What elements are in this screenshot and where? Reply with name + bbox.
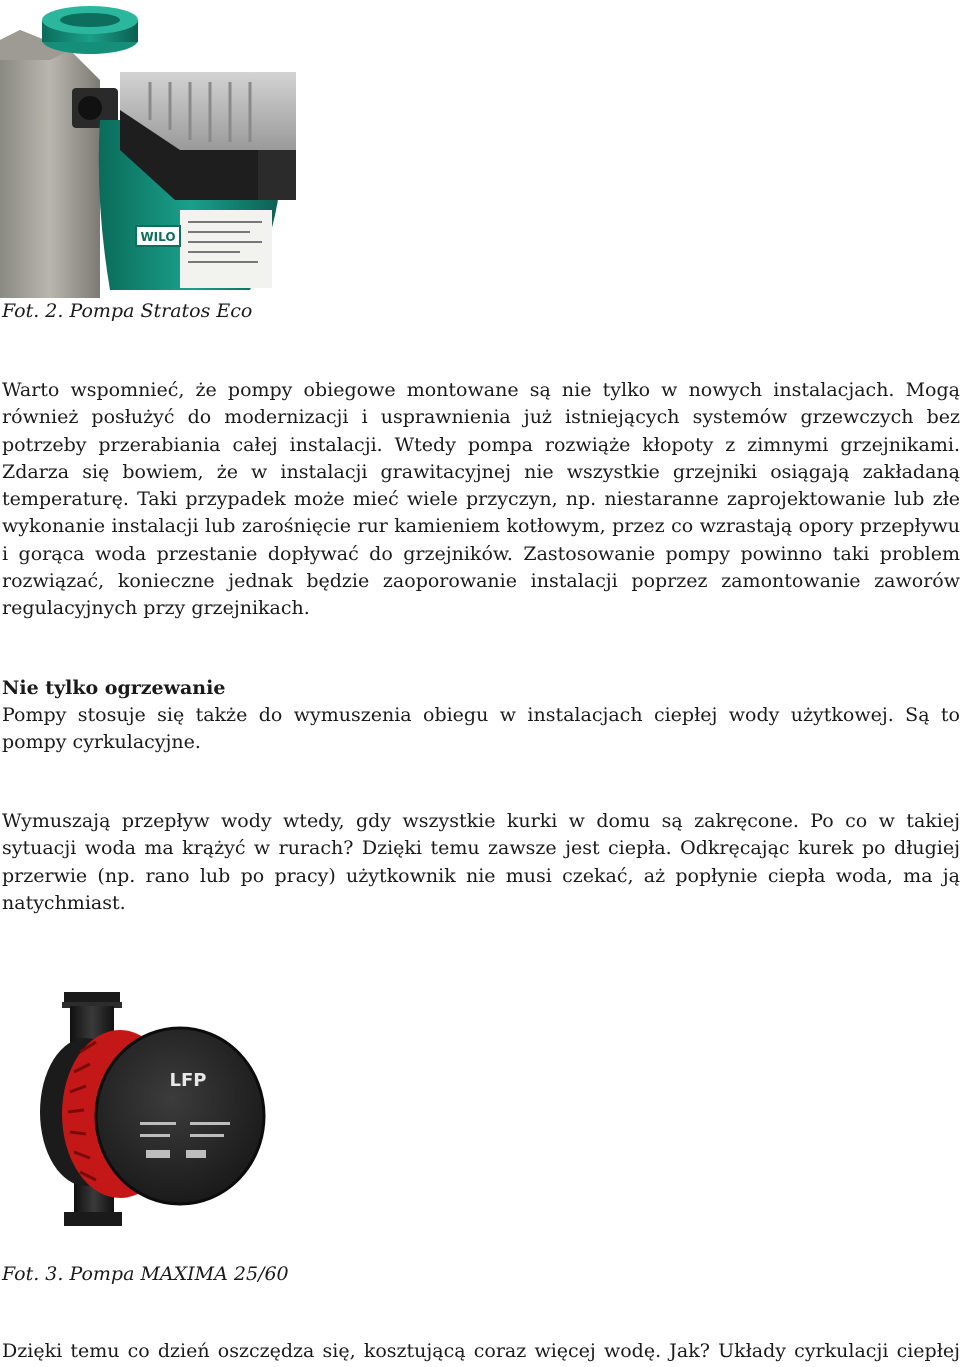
paragraph: Pompy stosuje się także do wymuszenia obiegu w instalacjach ciepłej wody użytkowej. Są to pompy cyrkulacyjne. — [2, 704, 960, 754]
lfp-logo-text: LFP — [169, 1070, 207, 1091]
paragraph: Dzięki temu co dzień oszczędza się, kosztującą coraz więcej wodę. Jak? Układy cyrkulacji ciepłej — [2, 1340, 960, 1362]
figure-caption: Fot. 3. Pompa MAXIMA 25/60 — [2, 1263, 289, 1285]
figure-caption: Fot. 2. Pompa Stratos Eco — [2, 300, 253, 322]
pump-maxima-photo — [0, 972, 276, 1240]
pump-stratos-eco-photo — [0, 0, 296, 298]
paragraph: Wymuszają przepływ wody wtedy, gdy wszystkie kurki w domu są zakręcone. Po co w takiej sytuacji woda ma krążyć w rurach? Dzięki temu zawsze jest ciepła. Odkręcając kurek po długiej przerwie (np. rano lub po pracy) użytkownik nie musi czekać, aż popłynie ciepła woda, ma ją natychmiast. — [2, 810, 960, 914]
wilo-logo-text: WILO — [140, 230, 176, 244]
section-heading: Nie tylko ogrzewanie — [2, 677, 226, 699]
paragraph: Warto wspomnieć, że pompy obiegowe montowane są nie tylko w nowych instalacjach. Mogą również posłużyć do modernizacji i usprawnienia już istniejących systemów grzewczych bez potrzeby przerabiania całej instalacji. Wtedy pompa rozwiąże kłopoty z zimnymi grzejnikami. Zdarza się bowiem, że w instalacji grawitacyjnej nie wszystkie grzejniki osiągają zakładaną temperaturę. Taki przypadek może mieć wiele przyczyn, np. niestaranne zaprojektowanie lub złe wykonanie instalacji lub zarośnięcie rur kamieniem kotłowym, przez co wzrastają opory przepływu i gorąca woda przestanie dopływać do grzejników. Zastosowanie pompy powinno taki problem rozwiązać, konieczne jednak będzie zaoporowanie instalacji poprzez zamontowanie zaworów regulacyjnych przy grzejnikach. — [2, 379, 960, 620]
